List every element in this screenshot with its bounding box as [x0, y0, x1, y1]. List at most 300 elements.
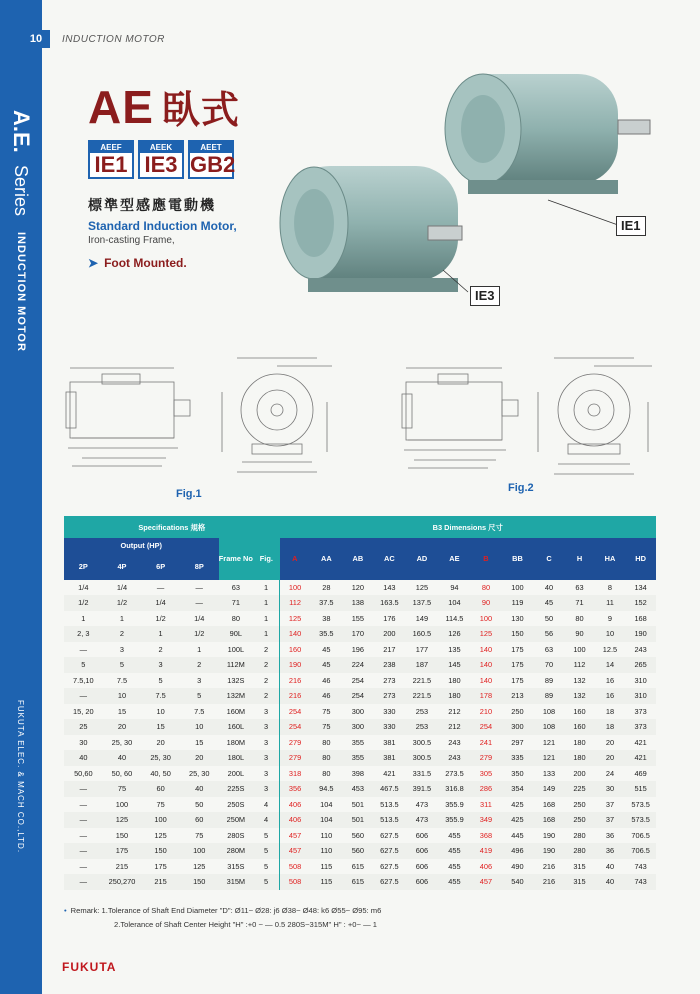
- table-cell: 10: [595, 626, 626, 642]
- table-cell: 1: [64, 611, 103, 627]
- table-cell: —: [64, 843, 103, 859]
- table-cell: 104: [310, 797, 343, 813]
- table-cell: 406: [280, 797, 311, 813]
- col-ha-header: HA: [595, 538, 626, 580]
- table-cell: 24: [595, 766, 626, 782]
- table-cell: 180: [438, 673, 471, 689]
- table-cell: 2: [253, 657, 279, 673]
- table-cell: 152: [625, 595, 656, 611]
- table-cell: 75: [310, 704, 343, 720]
- table-cell: 80: [310, 766, 343, 782]
- table-cell: 419: [471, 843, 502, 859]
- table-cell: 160M: [219, 704, 254, 720]
- table-cell: 455: [438, 828, 471, 844]
- table-cell: 190: [534, 843, 565, 859]
- table-cell: 311: [471, 797, 502, 813]
- table-cell: 10: [103, 688, 142, 704]
- table-cell: 300: [343, 719, 374, 735]
- table-cell: 300.5: [406, 750, 439, 766]
- table-cell: 46: [310, 673, 343, 689]
- table-cell: 180L: [219, 750, 254, 766]
- table-cell: 5: [64, 657, 103, 673]
- table-cell: 213: [501, 688, 534, 704]
- table-cell: 473: [406, 812, 439, 828]
- col-8p-header: 8P: [180, 554, 219, 580]
- table-cell: 250M: [219, 812, 254, 828]
- table-cell: 1: [253, 611, 279, 627]
- table-cell: 5: [253, 874, 279, 890]
- callout-ie1: IE1: [616, 216, 646, 236]
- table-cell: 140: [280, 626, 311, 642]
- table-cell: 114.5: [438, 611, 471, 627]
- table-cell: 297: [501, 735, 534, 751]
- table-cell: 180: [564, 735, 595, 751]
- table-cell: 104: [310, 812, 343, 828]
- table-cell: 138: [343, 595, 374, 611]
- table-cell: 627.5: [373, 828, 406, 844]
- table-row: [64, 688, 656, 704]
- table-cell: 28: [310, 580, 343, 596]
- foot-mounted: ➤ Foot Mounted.: [88, 256, 187, 270]
- table-cell: 496: [501, 843, 534, 859]
- table-row: [64, 750, 656, 766]
- table-cell: 108: [534, 719, 565, 735]
- table-cell: 3: [253, 719, 279, 735]
- table-cell: 513.5: [373, 812, 406, 828]
- model-name: AE: [88, 81, 154, 133]
- table-cell: 36: [595, 828, 626, 844]
- table-cell: 421: [625, 750, 656, 766]
- table-cell: 20: [595, 750, 626, 766]
- col-c-header: C: [534, 538, 565, 580]
- table-cell: 132M: [219, 688, 254, 704]
- table-cell: 100: [280, 580, 311, 596]
- table-cell: 467.5: [373, 781, 406, 797]
- table-cell: 254: [280, 704, 311, 720]
- table-cell: 212: [438, 719, 471, 735]
- frame-header: Frame No: [219, 538, 254, 580]
- table-cell: 305: [471, 766, 502, 782]
- table-cell: 216: [280, 688, 311, 704]
- bullet-icon: •: [64, 906, 67, 915]
- table-cell: 150: [501, 626, 534, 642]
- table-row: [64, 704, 656, 720]
- series-letters: A.E.: [9, 110, 34, 153]
- table-cell: 15, 20: [64, 704, 103, 720]
- table-cell: 180: [564, 750, 595, 766]
- table-cell: 150: [141, 843, 180, 859]
- table-cell: 5: [180, 688, 219, 704]
- table-cell: 273.5: [438, 766, 471, 782]
- table-cell: 25, 30: [141, 750, 180, 766]
- table-cell: 355: [343, 750, 374, 766]
- table-cell: 560: [343, 843, 374, 859]
- table-cell: 217: [373, 642, 406, 658]
- table-cell: 75: [103, 781, 142, 797]
- table-cell: 176: [373, 611, 406, 627]
- table-cell: 1/4: [103, 580, 142, 596]
- table-cell: 112: [280, 595, 311, 611]
- table-cell: 190: [534, 828, 565, 844]
- table-cell: 90L: [219, 626, 254, 642]
- table-cell: 100: [103, 797, 142, 813]
- col-ad-header: AD: [406, 538, 439, 580]
- table-cell: 615: [343, 874, 374, 890]
- table-cell: 350: [501, 766, 534, 782]
- table-cell: 45: [534, 595, 565, 611]
- table-cell: 140: [471, 673, 502, 689]
- table-cell: 121: [534, 750, 565, 766]
- table-cell: 1: [141, 626, 180, 642]
- table-cell: 150: [180, 874, 219, 890]
- table-cell: —: [64, 812, 103, 828]
- table-cell: 130: [501, 611, 534, 627]
- table-cell: 300: [343, 704, 374, 720]
- table-cell: 89: [534, 673, 565, 689]
- table-cell: —: [64, 874, 103, 890]
- table-cell: 11: [595, 595, 626, 611]
- table-cell: 330: [373, 719, 406, 735]
- table-cell: 60: [141, 781, 180, 797]
- efficiency-badges: [88, 140, 240, 179]
- table-cell: 1: [180, 642, 219, 658]
- table-cell: 457: [471, 874, 502, 890]
- table-cell: 25, 30: [103, 735, 142, 751]
- table-cell: 421: [373, 766, 406, 782]
- table-cell: 3: [180, 673, 219, 689]
- table-cell: 132S: [219, 673, 254, 689]
- sidebar-subtitle: INDUCTION MOTOR: [15, 232, 27, 353]
- table-cell: 573.5: [625, 812, 656, 828]
- table-cell: 315S: [219, 859, 254, 875]
- table-cell: 160: [564, 704, 595, 720]
- table-cell: 149: [534, 781, 565, 797]
- table-cell: 250: [501, 704, 534, 720]
- table-cell: 216: [280, 673, 311, 689]
- table-cell: 80: [310, 735, 343, 751]
- table-cell: 94: [438, 580, 471, 596]
- table-cell: 318: [280, 766, 311, 782]
- col-6p-header: 6P: [141, 554, 180, 580]
- table-cell: 30: [64, 735, 103, 751]
- table-cell: 40: [180, 781, 219, 797]
- page-title: [88, 82, 240, 136]
- table-cell: 137.5: [406, 595, 439, 611]
- table-cell: 37: [595, 797, 626, 813]
- brand-logo: FUKUTA: [62, 960, 117, 974]
- table-cell: 15: [180, 735, 219, 751]
- table-cell: 3: [253, 766, 279, 782]
- table-cell: 175: [103, 843, 142, 859]
- table-cell: —: [64, 688, 103, 704]
- table-cell: 2: [253, 688, 279, 704]
- table-cell: 254: [343, 673, 374, 689]
- table-cell: 279: [280, 750, 311, 766]
- table-cell: 508: [280, 859, 311, 875]
- table-row: [64, 595, 656, 611]
- table-cell: 280: [564, 828, 595, 844]
- table-cell: 286: [471, 781, 502, 797]
- table-cell: 12.5: [595, 642, 626, 658]
- table-cell: 175: [141, 859, 180, 875]
- badge-ie1: AEEF IE1: [88, 140, 134, 179]
- table-cell: 175: [501, 657, 534, 673]
- table-cell: 150: [103, 828, 142, 844]
- table-cell: 330: [373, 704, 406, 720]
- description-sub: Iron-casting Frame,: [88, 235, 175, 246]
- table-cell: 15: [141, 719, 180, 735]
- table-cell: 7.5: [180, 704, 219, 720]
- table-row: [64, 626, 656, 642]
- table-cell: 20: [141, 735, 180, 751]
- table-cell: 210: [471, 704, 502, 720]
- col-2p-header: 2P: [64, 554, 103, 580]
- table-cell: 18: [595, 719, 626, 735]
- table-cell: 37: [595, 812, 626, 828]
- table-cell: 743: [625, 874, 656, 890]
- ie3-motor-image: [280, 166, 462, 292]
- table-cell: 310: [625, 688, 656, 704]
- table-cell: 7.5,10: [64, 673, 103, 689]
- table-cell: 1/2: [64, 595, 103, 611]
- table-cell: 1: [103, 611, 142, 627]
- table-cell: 145: [438, 657, 471, 673]
- table-cell: 149: [406, 611, 439, 627]
- table-cell: 10: [180, 719, 219, 735]
- table-cell: 243: [625, 642, 656, 658]
- table-cell: 140: [471, 642, 502, 658]
- col-bb-header: BB: [501, 538, 534, 580]
- table-cell: 80: [564, 611, 595, 627]
- sidebar-series: [8, 110, 34, 352]
- table-cell: 381: [373, 750, 406, 766]
- table-cell: 241: [471, 735, 502, 751]
- table-cell: 250: [564, 812, 595, 828]
- table-row: [64, 673, 656, 689]
- table-cell: —: [180, 580, 219, 596]
- remark-line-1: 1.Tolerance of Shaft End Diameter "D": Ø11~ Ø28: j6 Ø38~ Ø48: k6 Ø55~ Ø95: m6: [101, 906, 382, 915]
- table-cell: 40: [534, 580, 565, 596]
- title-block: [88, 82, 240, 270]
- table-cell: 5: [253, 843, 279, 859]
- table-cell: 177: [406, 642, 439, 658]
- table-cell: 706.5: [625, 843, 656, 859]
- table-cell: 279: [471, 750, 502, 766]
- table-row: [64, 735, 656, 751]
- remark-line-2: 2.Tolerance of Shaft Center Height "H" :+0 ~ — 0.5 280S~315M" H" : +0~ — 1: [114, 920, 377, 929]
- callout-ie3: IE3: [470, 286, 500, 306]
- table-cell: 20: [180, 750, 219, 766]
- badge-ie3: AEEK IE3: [138, 140, 184, 179]
- table-cell: 40: [103, 750, 142, 766]
- table-cell: 163.5: [373, 595, 406, 611]
- table-cell: 190: [280, 657, 311, 673]
- table-cell: 60: [180, 812, 219, 828]
- table-cell: 455: [438, 874, 471, 890]
- table-cell: 45: [310, 642, 343, 658]
- table-cell: 627.5: [373, 843, 406, 859]
- table-cell: 615: [343, 859, 374, 875]
- table-row: [64, 828, 656, 844]
- table-cell: 279: [280, 735, 311, 751]
- table-cell: 38: [310, 611, 343, 627]
- table-cell: 20: [595, 735, 626, 751]
- table-cell: 421: [625, 735, 656, 751]
- table-cell: 3: [141, 657, 180, 673]
- table-cell: 160.5: [406, 626, 439, 642]
- table-cell: 50, 60: [103, 766, 142, 782]
- table-row: [64, 580, 656, 596]
- table-cell: 355.9: [438, 797, 471, 813]
- table-cell: 50,60: [64, 766, 103, 782]
- table-cell: 5: [253, 828, 279, 844]
- table-cell: 627.5: [373, 859, 406, 875]
- dim-header: B3 Dimensions 尺寸: [280, 516, 656, 538]
- table-cell: 1/4: [141, 595, 180, 611]
- table-cell: —: [180, 595, 219, 611]
- table-cell: 280M: [219, 843, 254, 859]
- table-cell: 100: [564, 642, 595, 658]
- table-cell: 743: [625, 859, 656, 875]
- table-cell: 5: [141, 673, 180, 689]
- remark-label: Remark:: [70, 906, 100, 915]
- table-cell: 50: [180, 797, 219, 813]
- table-cell: 1: [253, 580, 279, 596]
- table-cell: 196: [343, 642, 374, 658]
- table-cell: 80: [310, 750, 343, 766]
- table-cell: 40, 50: [141, 766, 180, 782]
- table-cell: 40: [64, 750, 103, 766]
- table-cell: 391.5: [406, 781, 439, 797]
- table-cell: 606: [406, 828, 439, 844]
- table-cell: 300: [501, 719, 534, 735]
- table-cell: 3: [253, 735, 279, 751]
- table-cell: 14: [595, 657, 626, 673]
- table-cell: 501: [343, 812, 374, 828]
- table-cell: 457: [280, 843, 311, 859]
- table-cell: 46: [310, 688, 343, 704]
- col-4p-header: 4P: [103, 554, 142, 580]
- table-cell: 216: [534, 874, 565, 890]
- table-cell: 25: [64, 719, 103, 735]
- table-cell: 143: [373, 580, 406, 596]
- table-cell: 110: [310, 828, 343, 844]
- table-cell: 243: [438, 735, 471, 751]
- table-cell: 125: [141, 828, 180, 844]
- table-cell: 125: [406, 580, 439, 596]
- table-cell: —: [64, 828, 103, 844]
- table-cell: 180M: [219, 735, 254, 751]
- table-cell: 63: [219, 580, 254, 596]
- table-cell: 2: [141, 642, 180, 658]
- table-cell: 373: [625, 704, 656, 720]
- table-cell: 100L: [219, 642, 254, 658]
- table-cell: 115: [310, 859, 343, 875]
- table-cell: 63: [564, 580, 595, 596]
- table-cell: 315: [564, 874, 595, 890]
- table-cell: 160: [564, 719, 595, 735]
- table-cell: 100: [471, 611, 502, 627]
- table-row: [64, 859, 656, 875]
- table-cell: 606: [406, 874, 439, 890]
- table-cell: 71: [219, 595, 254, 611]
- sidebar-company: FUKUTA ELEC. & MACH CO.,LTD.: [16, 700, 25, 854]
- page-number: 10: [22, 30, 50, 48]
- table-cell: 121: [534, 735, 565, 751]
- table-row: [64, 781, 656, 797]
- table-cell: 45: [310, 657, 343, 673]
- table-cell: 455: [438, 859, 471, 875]
- table-cell: 250,270: [103, 874, 142, 890]
- description-cjk: 標準型感應電動機: [88, 197, 216, 213]
- table-cell: 540: [501, 874, 534, 890]
- table-cell: 3: [253, 750, 279, 766]
- table-cell: 315: [564, 859, 595, 875]
- table-cell: —: [141, 580, 180, 596]
- table-cell: 70: [534, 657, 565, 673]
- table-cell: 273: [373, 673, 406, 689]
- table-cell: 16: [595, 673, 626, 689]
- table-cell: 175: [501, 642, 534, 658]
- table-cell: 5: [103, 657, 142, 673]
- table-cell: 80: [471, 580, 502, 596]
- table-cell: 250: [564, 797, 595, 813]
- table-cell: 75: [310, 719, 343, 735]
- description-en: Standard Induction Motor,: [88, 219, 237, 233]
- arrow-icon: ➤: [88, 256, 99, 270]
- table-cell: 1: [253, 595, 279, 611]
- running-title: INDUCTION MOTOR: [62, 34, 165, 45]
- table-cell: 115: [310, 874, 343, 890]
- table-cell: 560: [343, 828, 374, 844]
- table-cell: 112: [564, 657, 595, 673]
- fig-header: Fig.: [253, 538, 279, 580]
- table-row: [64, 611, 656, 627]
- table-cell: 606: [406, 843, 439, 859]
- table-cell: 125: [280, 611, 311, 627]
- col-b-header: B: [471, 538, 502, 580]
- table-cell: 508: [280, 874, 311, 890]
- table-cell: 71: [564, 595, 595, 611]
- table-cell: 473: [406, 797, 439, 813]
- table-cell: 108: [534, 704, 565, 720]
- table-cell: 100: [141, 812, 180, 828]
- col-ac-header: AC: [373, 538, 406, 580]
- table-cell: 381: [373, 735, 406, 751]
- table-cell: 7.5: [141, 688, 180, 704]
- table-cell: 425: [501, 812, 534, 828]
- table-cell: 238: [373, 657, 406, 673]
- table-cell: 280S: [219, 828, 254, 844]
- table-cell: 8: [595, 580, 626, 596]
- table-cell: 126: [438, 626, 471, 642]
- table-cell: 224: [343, 657, 374, 673]
- series-word: Series: [11, 164, 31, 216]
- table-cell: 120: [343, 580, 374, 596]
- table-cell: 15: [103, 704, 142, 720]
- table-cell: 253: [406, 704, 439, 720]
- table-cell: —: [64, 642, 103, 658]
- col-ae-header: AE: [438, 538, 471, 580]
- table-cell: 425: [501, 797, 534, 813]
- model-cjk: 臥式: [161, 90, 240, 132]
- table-cell: 373: [625, 719, 656, 735]
- table-cell: 280: [564, 843, 595, 859]
- table-cell: 200: [373, 626, 406, 642]
- table-cell: 355: [343, 735, 374, 751]
- table-cell: 273: [373, 688, 406, 704]
- motor-photo: [268, 60, 668, 310]
